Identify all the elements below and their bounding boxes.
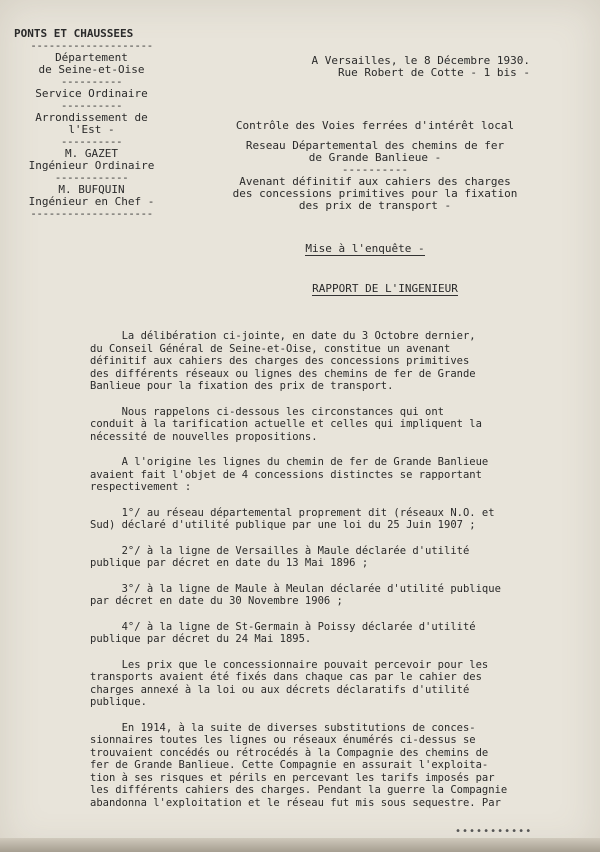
subject-line: de Grande Banlieue - [308, 151, 442, 164]
department-name: de Seine-et-Oise [38, 63, 145, 76]
body-paragraph: 1°/ au réseau départemental proprement dit (réseaux N.O. et Sud) déclaré d'utilité publique par une loi du 25 Juin 1907 ; [90, 506, 495, 531]
body-paragraph: Les prix que le concessionnaire pouvait percevoir pour les transports avaient été fixés dans chaque cas par le cahier des charges annexé à la loi ou aux décrets déclaratifs d'utilité publique. [90, 658, 489, 708]
separator: -------------------- [30, 207, 153, 220]
separator: ---------- [60, 135, 123, 148]
separator: ---------- [60, 99, 123, 112]
body-paragraph: En 1914, à la suite de diverses substitutions de conces- sionnaires toutes les lignes ou réseaux énumérés ci-dessus se trouvaient concédés ou rétrocédés à la Compagnie des chemins de fer de Grande Banlieue. Cette Compagnie en assurait l'exploita- tion à ses risques et périls en percevant les tarifs imposés par les différents cahiers des charges. Pendant la guerre la Compagnie abandonna l'exploitation et le réseau fut mis sous sequestre. Par [90, 721, 508, 809]
engineer-title: Ingénieur Ordinaire [28, 159, 155, 172]
body-paragraph: 2°/ à la ligne de Versailles à Maule déclarée d'utilité publique par décret en date du 13 Mai 1896 ; [90, 544, 470, 569]
separator: -------------------- [30, 39, 153, 52]
body-paragraph: 4°/ à la ligne de St-Germain à Poissy déclarée d'utilité publique par décret du 24 Mai 1895. [90, 620, 476, 645]
administration-title: PONTS ET CHAUSSEES [14, 27, 134, 40]
service-name: Service Ordinaire [35, 87, 148, 100]
body-paragraph: A l'origine les lignes du chemin de fer de Grande Banlieue avaient fait l'objet de 4 concessions distinctes se rapportant respectivement : [90, 456, 489, 493]
report-title-text: RAPPORT DE L'INGENIEUR [312, 282, 458, 295]
subject-block [190, 120, 560, 212]
chief-engineer-name: M. BUFQUIN [58, 183, 125, 196]
place-date: A Versailles, le 8 Décembre 1930. [311, 54, 530, 67]
body-paragraph: Nous rappelons ci-dessous les circonstances qui ont conduit à la tarification actuelle et celles qui impliquent la nécessité de nouvelles propositions. [90, 405, 482, 443]
separator: ---------- [341, 163, 409, 176]
subject-line: des prix de transport - [298, 199, 452, 212]
subject-line: Reseau Départemental des chemins de fer [245, 139, 505, 152]
body-paragraph: La délibération ci-jointe, en date du 3 Octobre dernier, du Conseil Général de Seine-et-Oise, constitue un avenant définitif aux cahiers des charges des concessions primitives des différents réseaux ou lignes des chemins de fer de Grande Banlieue pour la fixation des prix de transport. [90, 330, 476, 392]
subject-line: Avenant définitif aux cahiers des charges [239, 175, 511, 188]
department-label: Département [55, 51, 128, 64]
chief-engineer-title: Ingénieur en Chef - [28, 195, 155, 208]
subject-line: des concessions primitives pour la fixation [232, 187, 518, 200]
separator: ------------ [54, 171, 129, 184]
separator: ---------- [60, 75, 123, 88]
body-paragraph: 3°/ à la ligne de Maule à Meulan déclarée d'utilité publique par décret en date du 30 Novembre 1906 ; [90, 582, 501, 607]
page-edge [0, 838, 600, 852]
enquete-heading [290, 242, 440, 255]
place-date-block [300, 55, 530, 79]
subject-line: Contrôle des Voies ferrées d'intérêt local [235, 119, 515, 132]
enquete-text: Mise à l'enquête - [305, 242, 425, 255]
arrondissement-name: l'Est - [68, 123, 115, 136]
footer-dots: ••••••••••• [455, 826, 533, 837]
report-body [90, 330, 580, 822]
arrondissement-label: Arrondissement de [35, 111, 148, 124]
report-title [270, 282, 500, 295]
engineer-name: M. GAZET [65, 147, 118, 160]
administration-header [14, 28, 169, 220]
address: Rue Robert de Cotte - 1 bis - [337, 66, 530, 79]
